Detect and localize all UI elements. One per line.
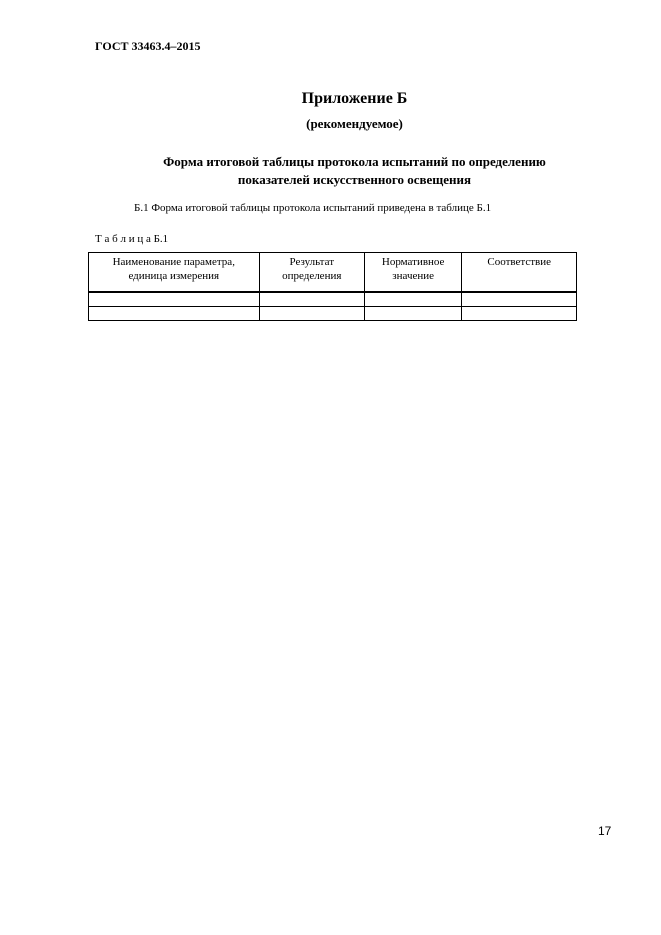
column-header-line: определения <box>282 270 342 282</box>
column-header-compliance <box>462 253 577 293</box>
table-caption: Т а б л и ц а Б.1 <box>95 233 169 245</box>
table-cell <box>89 307 260 321</box>
table-row <box>89 307 577 321</box>
form-title-line-2: показателей искусственного освещения <box>237 172 472 187</box>
column-header-parameter <box>89 253 260 293</box>
table-cell <box>364 292 461 307</box>
column-header-line: Соответствие <box>487 256 551 268</box>
column-header-result <box>259 253 364 293</box>
table-cell <box>259 307 364 321</box>
column-header-line: Наименование параметра, <box>112 256 235 268</box>
form-title-line-1: Форма итоговой таблицы протокола испытаний по определению <box>163 154 546 169</box>
table-cell <box>259 292 364 307</box>
column-header-line: Результат <box>289 256 335 268</box>
table-cell <box>462 292 577 307</box>
column-header-normative <box>364 253 461 293</box>
table-header-row <box>89 253 577 293</box>
table-cell <box>462 307 577 321</box>
document-code: ГОСТ 33463.4–2015 <box>95 39 201 53</box>
clause-text: Б.1 Форма итоговой таблицы протокола испытаний приведена в таблице Б.1 <box>134 202 492 214</box>
form-title <box>0 153 661 189</box>
table-cell <box>89 292 260 307</box>
column-header-line: значение <box>392 270 435 282</box>
column-header-line: единица измерения <box>128 270 220 282</box>
appendix-title: Приложение Б <box>301 90 408 107</box>
results-table <box>88 252 577 321</box>
table-row <box>89 292 577 307</box>
column-header-line: Нормативное <box>381 256 445 268</box>
page-number: 17 <box>598 824 612 838</box>
table-cell <box>364 307 461 321</box>
appendix-status: (рекомендуемое) <box>306 116 403 131</box>
